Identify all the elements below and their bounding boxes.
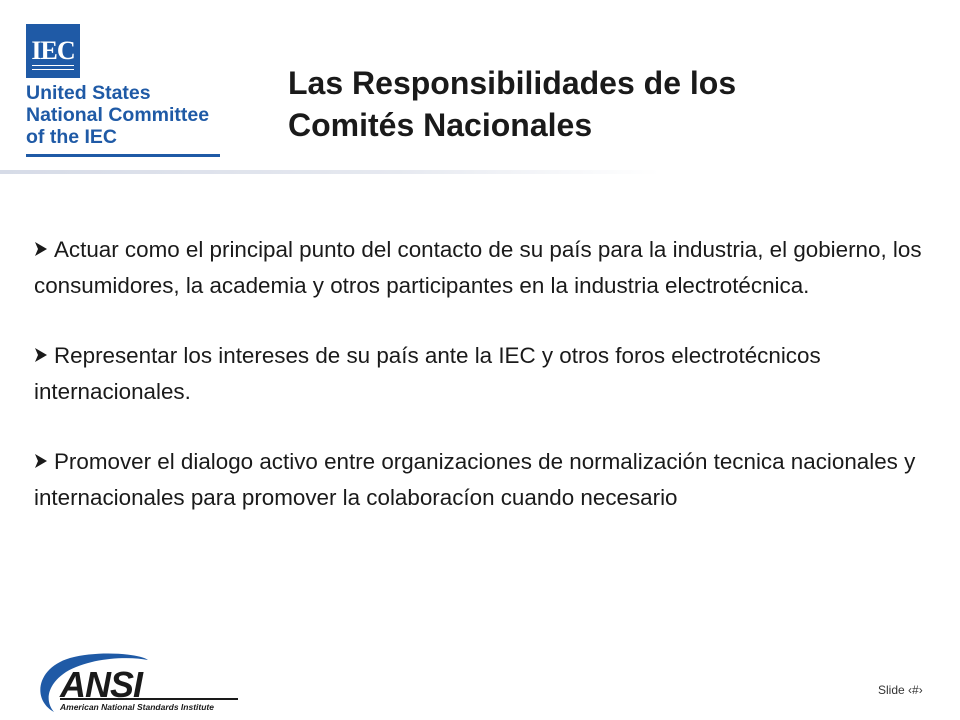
iec-logo	[26, 24, 226, 160]
bullet-item	[34, 444, 934, 516]
header-rule	[0, 170, 660, 174]
ansi-logo	[30, 650, 240, 716]
slide-number: Slide ‹#›	[878, 683, 923, 697]
iec-logo-line-2: National Committee	[26, 104, 210, 126]
ansi-tagline: American National Standards Institute	[60, 702, 214, 712]
bullet-list	[34, 232, 934, 550]
iec-logo-line-1: United States	[26, 82, 151, 104]
arrow-bullet-icon	[34, 453, 48, 469]
bullet-item	[34, 338, 934, 410]
bullet-text: Promover el dialogo activo entre organizaciones de normalización tecnica nacionales y internacionales para promover la colaboracíon cuando necesario	[34, 449, 916, 510]
ansi-wordmark: ANSI	[60, 664, 143, 705]
slide-title	[288, 62, 928, 146]
iec-badge	[26, 24, 80, 78]
slide-title-line-2: Comités Nacionales	[288, 107, 593, 143]
bullet-text: Actuar como el principal punto del contacto de su país para la industria, el gobierno, los consumidores, la academia y otros participantes en la industria electrotécnica.	[34, 237, 922, 298]
bullet-text: Representar los intereses de su país ante la IEC y otros foros electrotécnicos internacionales.	[34, 343, 821, 404]
bullet-item	[34, 232, 934, 304]
iec-logo-line-3: of the IEC	[26, 126, 117, 148]
iec-logo-rule	[26, 154, 220, 157]
iec-badge-text: IEC	[31, 36, 75, 65]
arrow-bullet-icon	[34, 241, 48, 257]
iec-badge-lines	[32, 65, 74, 70]
arrow-bullet-icon	[34, 347, 48, 363]
slide-title-line-1: Las Responsibilidades de los	[288, 65, 737, 101]
iec-logo-text	[26, 82, 226, 148]
